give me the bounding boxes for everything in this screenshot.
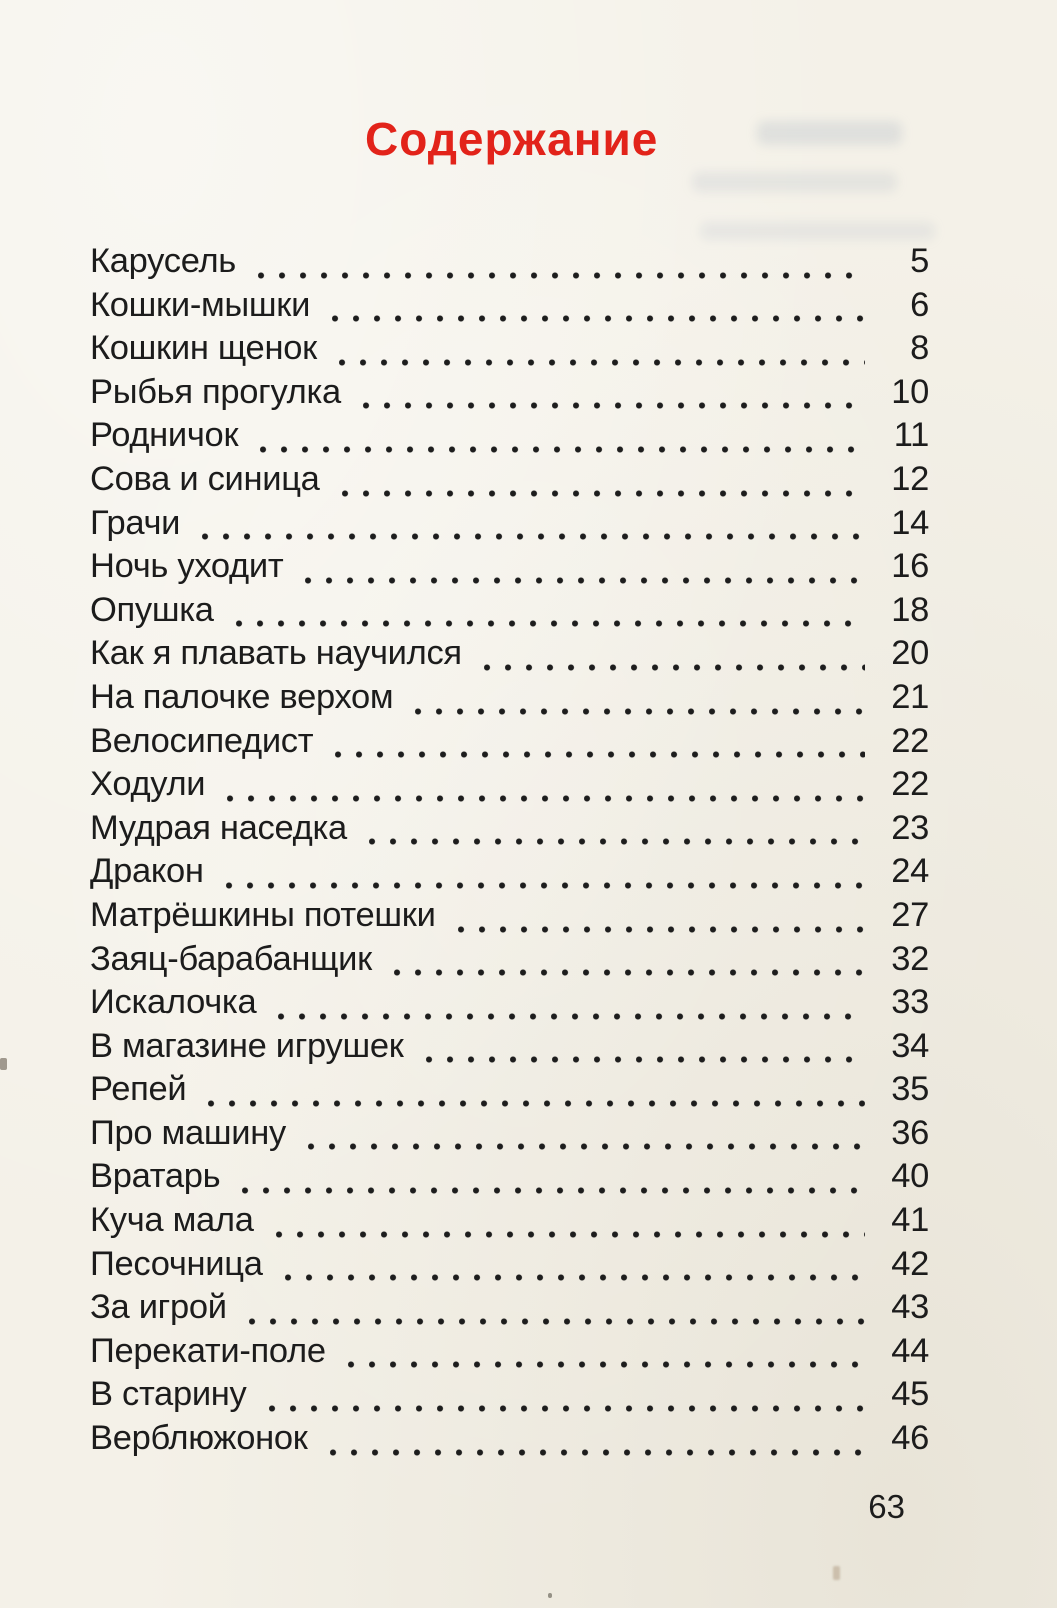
ink-bleed-through (700, 222, 935, 240)
toc-row (90, 852, 929, 896)
toc-row (90, 1027, 929, 1071)
toc-entry-title: Ходули (90, 765, 206, 804)
dot-leader (249, 1318, 865, 1325)
toc-row (90, 591, 929, 635)
toc-entry-page: 34 (891, 1026, 929, 1065)
toc-entry-page: 20 (891, 634, 929, 673)
dot-leader (308, 1143, 865, 1150)
toc-entry-title: Куча мала (90, 1201, 254, 1240)
dot-leader (339, 359, 865, 366)
toc-row (90, 765, 929, 809)
toc-entry-title: Дракон (90, 852, 204, 891)
toc-entry-page: 12 (891, 459, 929, 498)
toc-entry-title: Матрёшкины потешки (90, 895, 436, 934)
toc-entry-title: Заяц-барабанщик (90, 939, 372, 978)
dot-leader (305, 577, 865, 584)
toc-entry-page: 21 (891, 677, 929, 716)
dot-leader (426, 1056, 865, 1063)
toc-entry-page: 40 (891, 1157, 929, 1196)
toc-entry-title: Кошкин щенок (90, 329, 317, 368)
page-title: Содержание (365, 113, 659, 165)
toc-row (90, 504, 929, 548)
toc-entry-title: Мудрая наседка (90, 808, 347, 847)
toc-entry-title: Сова и синица (90, 459, 320, 498)
toc-entry-page: 14 (891, 503, 929, 542)
toc-entry-page: 18 (891, 590, 929, 629)
toc-entry-page: 23 (891, 808, 929, 847)
toc-entry-title: Велосипедист (90, 721, 314, 760)
toc-row (90, 460, 929, 504)
ink-bleed-through (757, 121, 902, 145)
toc-entry-page: 27 (891, 895, 929, 934)
dot-leader (484, 664, 865, 671)
toc-entry-title: В старину (90, 1375, 247, 1414)
toc-row (90, 983, 929, 1027)
toc-row (90, 1070, 929, 1114)
dot-leader (242, 1187, 865, 1194)
toc-row (90, 547, 929, 591)
toc-entry-page: 35 (891, 1070, 929, 1109)
dot-leader (202, 533, 865, 540)
folio-page-number: 63 (868, 1488, 905, 1525)
toc-entry-page: 8 (910, 329, 929, 368)
dot-leader (332, 315, 865, 322)
toc-entry-page: 46 (891, 1419, 929, 1458)
toc-entry-title: За игрой (90, 1288, 227, 1327)
toc-entry-title: На палочке верхом (90, 677, 394, 716)
toc-entry-title: Искалочка (90, 983, 257, 1022)
dot-leader (276, 1231, 865, 1238)
toc-entry-page: 36 (891, 1113, 929, 1152)
toc-entry-page: 45 (891, 1375, 929, 1414)
toc-row (90, 286, 929, 330)
dot-leader (394, 969, 865, 976)
toc-row (90, 1288, 929, 1332)
toc-entry-page: 5 (910, 242, 929, 280)
toc-row (90, 809, 929, 853)
dot-leader (278, 1013, 865, 1020)
toc-entry-title: Вратарь (90, 1157, 221, 1196)
toc-entry-page: 33 (891, 983, 929, 1022)
toc-row (90, 1245, 929, 1289)
toc-row (90, 242, 929, 286)
dot-leader (415, 708, 865, 715)
toc-row (90, 940, 929, 984)
toc-entry-title: Карусель (90, 242, 236, 280)
toc-row (90, 416, 929, 460)
toc-list (90, 242, 929, 1463)
toc-entry-page: 44 (891, 1331, 929, 1370)
dot-leader (363, 402, 865, 409)
toc-entry-title: Верблюжонок (90, 1419, 308, 1458)
dot-leader (227, 795, 865, 802)
dot-leader (269, 1405, 865, 1412)
toc-entry-title: Грачи (90, 503, 181, 542)
toc-entry-page: 43 (891, 1288, 929, 1327)
toc-row (90, 1114, 929, 1158)
dot-leader (208, 1100, 865, 1107)
dot-leader (342, 490, 865, 497)
toc-entry-page: 32 (891, 939, 929, 978)
toc-entry-page: 10 (891, 372, 929, 411)
toc-entry-title: Как я плавать научился (90, 634, 462, 673)
scan-speck (548, 1593, 552, 1598)
dot-leader (258, 272, 865, 279)
toc-entry-page: 22 (891, 721, 929, 760)
ink-bleed-through (692, 172, 897, 192)
dot-leader (226, 882, 865, 889)
toc-entry-page: 6 (910, 285, 929, 324)
toc-entry-title: Кошки-мышки (90, 285, 311, 324)
dot-leader (458, 926, 865, 933)
toc-entry-title: Ночь уходит (90, 547, 284, 586)
toc-row (90, 373, 929, 417)
toc-entry-page: 41 (891, 1201, 929, 1240)
dot-leader (330, 1449, 865, 1456)
toc-entry-page: 42 (891, 1244, 929, 1283)
toc-row (90, 678, 929, 722)
scan-speck (0, 1058, 7, 1070)
toc-row (90, 722, 929, 766)
dot-leader (260, 446, 865, 453)
toc-row (90, 1157, 929, 1201)
scan-speck (833, 1566, 840, 1580)
toc-entry-title: Песочница (90, 1244, 263, 1283)
toc-row (90, 1375, 929, 1419)
toc-row (90, 1201, 929, 1245)
toc-entry-page: 22 (891, 765, 929, 804)
toc-entry-title: Про машину (90, 1113, 286, 1152)
toc-row (90, 634, 929, 678)
toc-row (90, 896, 929, 940)
dot-leader (285, 1274, 865, 1281)
dot-leader (369, 838, 865, 845)
toc-entry-title: В магазине игрушек (90, 1026, 404, 1065)
dot-leader (236, 620, 865, 627)
toc-entry-title: Рыбья прогулка (90, 372, 341, 411)
toc-entry-title: Репей (90, 1070, 187, 1109)
toc-row (90, 329, 929, 373)
toc-entry-page: 11 (893, 416, 929, 455)
toc-row (90, 1332, 929, 1376)
toc-entry-title: Опушка (90, 590, 214, 629)
toc-entry-page: 24 (891, 852, 929, 891)
dot-leader (348, 1361, 865, 1368)
toc-entry-title: Родничок (90, 416, 239, 455)
toc-row (90, 1419, 929, 1463)
toc-entry-page: 16 (891, 547, 929, 586)
dot-leader (335, 751, 865, 758)
toc-entry-title: Перекати-поле (90, 1331, 326, 1370)
